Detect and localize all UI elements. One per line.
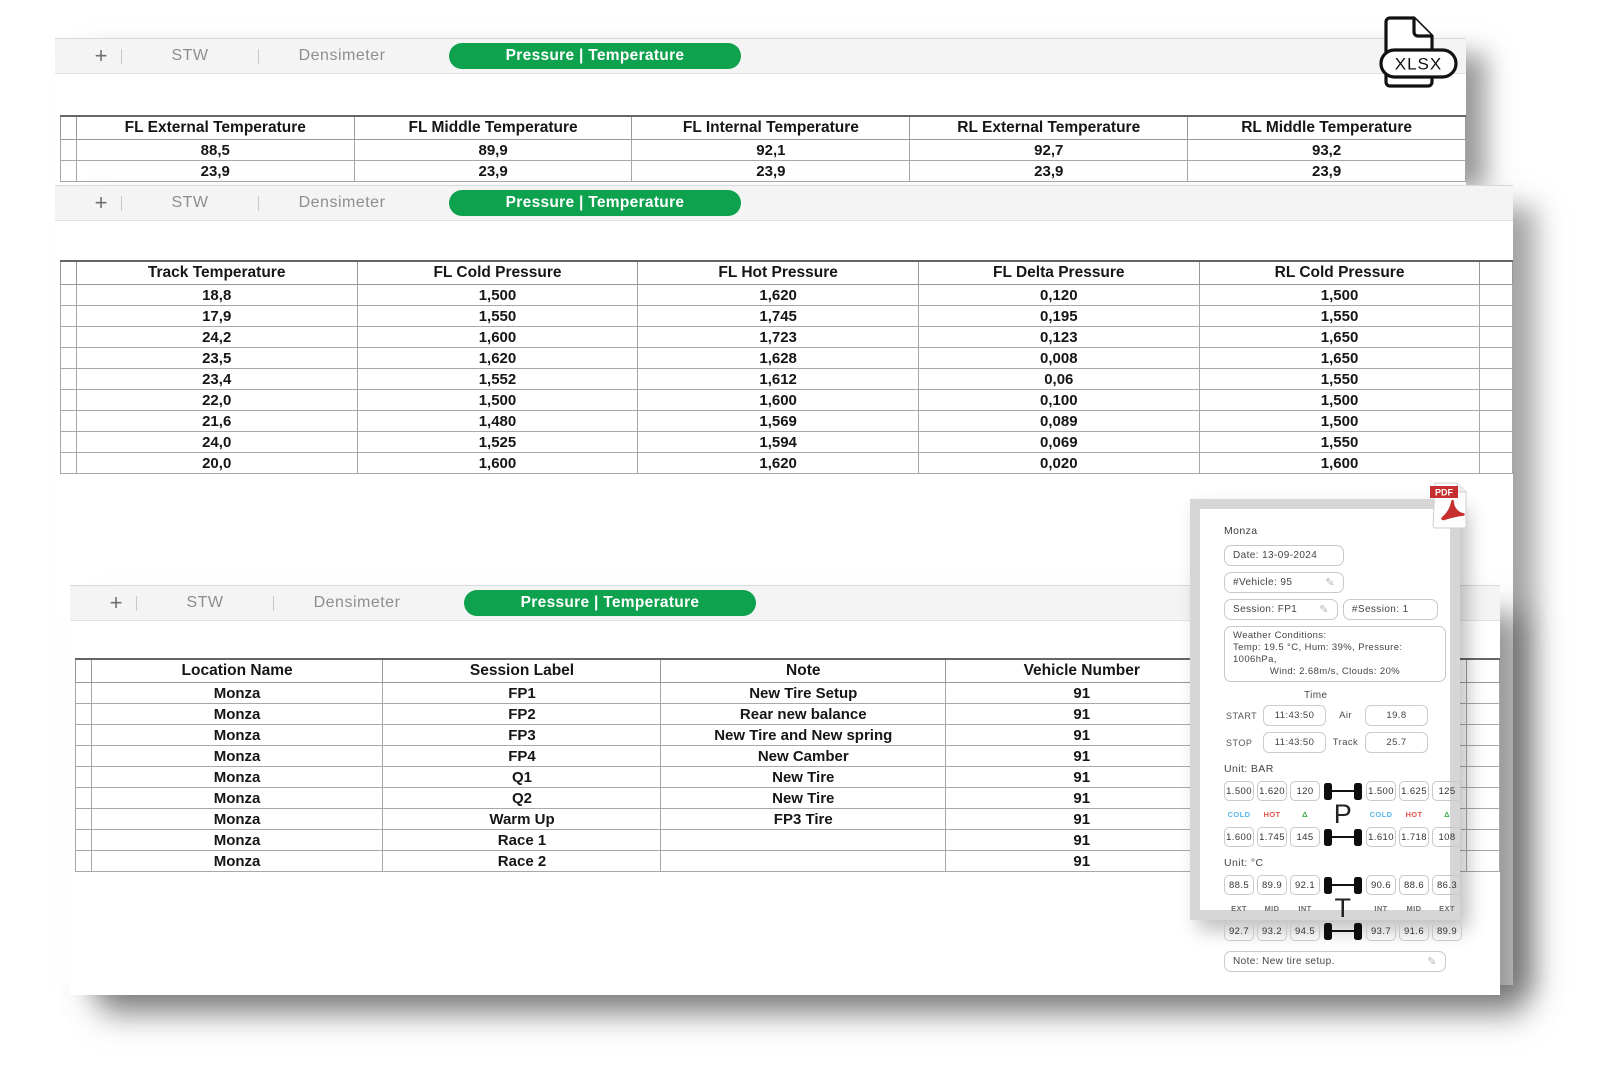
table-cell[interactable]: FP1 [383,683,661,704]
table-cell[interactable]: FP4 [383,746,661,767]
table-cell[interactable]: 1,628 [638,348,919,369]
table-cell[interactable]: Monza [91,725,383,746]
row-header-strip[interactable] [61,116,77,140]
table-cell[interactable]: Race 2 [383,851,661,872]
tire-value-box[interactable]: 1.500 [1224,781,1254,801]
table-row [61,285,1513,306]
stop-time-field[interactable]: 11:43:50 [1263,732,1326,753]
table-cell[interactable]: 1,500 [1199,285,1480,306]
table-cell[interactable]: 0,195 [918,306,1199,327]
table-cell[interactable]: 1,594 [638,432,919,453]
pdf-vehicle-value: #Vehicle: 95 [1233,577,1293,588]
table-cell[interactable]: New Tire [661,767,946,788]
table-cell[interactable]: 1,550 [1199,432,1480,453]
tire-value-box[interactable]: 1.718 [1399,827,1429,847]
add-sheet-button[interactable]: + [94,190,108,215]
empty-cell[interactable] [1480,348,1513,369]
table-row [61,369,1513,390]
tire-value-box[interactable]: 1.600 [1224,827,1254,847]
table-cell[interactable]: FP3 Tire [661,809,946,830]
tire-value-label: COLD [1227,809,1251,819]
tire-value-box[interactable]: 90.6 [1366,875,1396,895]
row-header-strip[interactable] [76,809,92,830]
column-header-cell[interactable]: Note [661,659,946,683]
table-cell[interactable]: 23,9 [910,161,1188,182]
table-cell[interactable]: 24,0 [76,432,357,453]
pdf-date-value: Date: 13-09-2024 [1233,550,1318,561]
table-cell[interactable]: Rear new balance [661,704,946,725]
table-cell[interactable]: 0,069 [918,432,1199,453]
tab-densimeter[interactable]: Densimeter [298,47,386,64]
table-cell[interactable]: 1,600 [638,390,919,411]
column-header-cell[interactable]: FL Hot Pressure [638,261,919,285]
table-cell[interactable]: 89,9 [354,140,632,161]
table-cell[interactable] [661,851,946,872]
tire-value-box[interactable]: 145 [1290,827,1320,847]
pdf-session-number-field[interactable] [1343,599,1438,620]
empty-cell[interactable] [1466,851,1499,872]
air-label: Air [1339,710,1352,721]
column-header-cell[interactable]: RL Cold Pressure [1199,261,1480,285]
air-temperature-field[interactable]: 19.8 [1365,705,1428,726]
axis-letter: T [1334,893,1352,923]
tire-value-box[interactable]: 91.6 [1399,921,1429,941]
track-temperature-field[interactable]: 25.7 [1365,732,1428,753]
table-cell[interactable]: 23,9 [354,161,632,182]
column-header-cell[interactable]: RL Middle Temperature [1188,116,1466,140]
axle-icon [1324,922,1362,940]
edit-pencil-icon[interactable]: ✎ [1427,956,1437,968]
table-cell[interactable]: 22,0 [76,390,357,411]
weather-line: Wind: 2.68m/s, Clouds: 20% [1269,666,1401,677]
table-cell[interactable]: 0,089 [918,411,1199,432]
add-sheet-button[interactable]: + [109,590,123,615]
table-cell[interactable]: 1,600 [357,327,638,348]
table-cell[interactable]: 1,612 [638,369,919,390]
table-cell[interactable]: 21,6 [76,411,357,432]
tab-stw[interactable]: STW [171,194,209,211]
table-cell[interactable]: 24,2 [76,327,357,348]
row-header-strip[interactable] [61,161,77,182]
table-cell[interactable]: 1,569 [638,411,919,432]
column-header-cell[interactable]: FL External Temperature [76,116,354,140]
tab-pressure-temperature-active[interactable]: Pressure | Temperature [449,43,741,69]
tab-divider [121,49,122,64]
column-header-cell[interactable]: Vehicle Number [946,659,1218,683]
start-label: START [1226,710,1258,721]
table-cell[interactable]: Monza [91,704,383,725]
empty-cell[interactable] [1466,725,1499,746]
table-row [61,432,1513,453]
empty-cell[interactable] [1480,390,1513,411]
time-stop-row [1226,732,1428,753]
tire-value-box[interactable]: 1.500 [1366,781,1396,801]
row-header-strip[interactable] [61,369,77,390]
table-row [61,390,1513,411]
table-row [61,161,1466,182]
column-header-cell[interactable]: FL Internal Temperature [632,116,910,140]
table-cell[interactable]: Monza [91,788,383,809]
table-cell[interactable]: 1,745 [638,306,919,327]
table-cell[interactable]: 1,600 [357,453,638,474]
empty-cell[interactable] [1480,432,1513,453]
tire-value-box[interactable]: 94.5 [1290,921,1320,941]
tire-value-box[interactable]: 125 [1432,781,1462,801]
row-header-strip[interactable] [61,390,77,411]
pdf-session-field[interactable] [1224,599,1338,620]
table-cell[interactable]: 1,552 [357,369,638,390]
row-header-strip[interactable] [61,261,77,285]
row-header-strip[interactable] [76,767,92,788]
pdf-sheet [1200,509,1458,968]
table-row [61,306,1513,327]
table-row [61,140,1466,161]
row-header-strip[interactable] [76,725,92,746]
table-cell[interactable]: Monza [91,851,383,872]
table-cell[interactable] [661,830,946,851]
table-cell[interactable]: 1,620 [357,348,638,369]
pdf-preview-card [1190,487,1460,968]
tire-value-box[interactable]: 88.6 [1399,875,1429,895]
pdf-note-field[interactable] [1224,951,1446,972]
pdf-session-row [1224,599,1438,626]
tire-value-label: INT [1374,903,1388,913]
table-cell[interactable]: 1,650 [1199,348,1480,369]
row-header-strip[interactable] [76,704,92,725]
table-cell[interactable]: 1,550 [1199,369,1480,390]
time-start-row [1226,705,1428,726]
table-cell[interactable]: Race 1 [383,830,661,851]
row-header-strip[interactable] [61,327,77,348]
column-header-cell[interactable]: Track Temperature [76,261,357,285]
pdf-date-field[interactable] [1224,545,1344,566]
table-cell[interactable]: 0,123 [918,327,1199,348]
row-header-strip[interactable] [76,683,92,704]
pressure-table [60,260,1513,474]
table-cell[interactable]: 18,8 [76,285,357,306]
axle-icon [1324,828,1362,846]
pressure-grid [1224,781,1456,847]
tab-divider [258,49,259,64]
table-cell[interactable]: 1,550 [1199,306,1480,327]
pdf-session-number-value: #Session: 1 [1351,604,1409,615]
temperature-unit-label: Unit: °C [1224,857,1264,869]
tire-value-label: MID [1264,903,1280,913]
empty-cell[interactable] [1480,369,1513,390]
tab-pressure-temperature-active[interactable]: Pressure | Temperature [464,590,756,616]
tab-divider [121,196,122,211]
edit-pencil-icon[interactable]: ✎ [1325,577,1335,589]
table-cell[interactable]: 23,9 [632,161,910,182]
table-cell[interactable]: 0,008 [918,348,1199,369]
table-cell[interactable]: 91 [946,683,1218,704]
tab-densimeter[interactable]: Densimeter [313,594,401,611]
table-cell[interactable]: 91 [946,788,1218,809]
row-header-strip[interactable] [61,140,77,161]
tire-value-box[interactable]: 1.745 [1257,827,1287,847]
row-header-strip[interactable] [76,746,92,767]
table-cell[interactable]: 1,723 [638,327,919,348]
table-cell[interactable]: 91 [946,704,1218,725]
window-temperature-sheet [55,38,1466,185]
table-cell[interactable]: 0,020 [918,453,1199,474]
table-cell[interactable]: New Tire Setup [661,683,946,704]
xlsx-file-icon[interactable] [1360,12,1460,97]
table-cell[interactable]: Monza [91,746,383,767]
table-cell[interactable]: New Camber [661,746,946,767]
table-cell[interactable]: 1,550 [357,306,638,327]
table-cell[interactable]: 23,5 [76,348,357,369]
table-cell[interactable]: 17,9 [76,306,357,327]
tire-value-label: EXT [1439,903,1455,913]
table-cell[interactable]: Q1 [383,767,661,788]
table-cell[interactable]: Monza [91,767,383,788]
table-row [61,453,1513,474]
temperature-grid [1224,875,1458,941]
pressure-unit-label: Unit: BAR [1224,763,1274,775]
pdf-vehicle-field[interactable] [1224,572,1344,593]
table-cell[interactable]: 23,9 [76,161,354,182]
column-header-cell[interactable]: RL External Temperature [910,116,1188,140]
tire-value-label: Δ [1444,809,1450,819]
row-header-strip[interactable] [76,851,92,872]
table-cell[interactable]: 91 [946,809,1218,830]
time-section-title: Time [1304,690,1328,701]
tire-value-box[interactable]: 92.7 [1224,921,1254,941]
table-cell[interactable]: 91 [946,725,1218,746]
empty-cell[interactable] [1466,704,1499,725]
tire-value-box[interactable]: 1.610 [1366,827,1396,847]
table-cell[interactable]: 1,500 [1199,411,1480,432]
stop-label: STOP [1226,737,1253,748]
table-cell[interactable]: Q2 [383,788,661,809]
row-header-strip[interactable] [76,788,92,809]
table-cell[interactable]: FP3 [383,725,661,746]
table-cell[interactable]: Monza [91,830,383,851]
tire-value-label: MID [1406,903,1422,913]
empty-cell[interactable] [1466,767,1499,788]
row-header-strip[interactable] [76,830,92,851]
table-cell[interactable]: 0,06 [918,369,1199,390]
table-cell[interactable]: 91 [946,746,1218,767]
svg-text:XLSX: XLSX [1394,54,1443,74]
pdf-location-label: Monza [1224,525,1258,537]
tire-value-label: HOT [1263,809,1281,819]
row-header-strip[interactable] [61,306,77,327]
axle-icon [1324,782,1362,800]
row-header-strip[interactable] [61,432,77,453]
column-header-cell[interactable]: Location Name [91,659,383,683]
tire-value-label: EXT [1231,903,1247,913]
empty-cell[interactable] [1480,285,1513,306]
table-cell[interactable]: 1,600 [1199,453,1480,474]
table-cell[interactable]: 1,620 [638,285,919,306]
tab-densimeter[interactable]: Densimeter [298,194,386,211]
pdf-file-icon[interactable] [1428,477,1472,529]
empty-header-cell[interactable] [1480,261,1513,285]
temperature-table [60,115,1466,182]
table-cell[interactable]: FP2 [383,704,661,725]
track-label: Track [1332,737,1359,748]
axle-icon [1324,876,1362,894]
sheet-tab-bar [55,38,1466,74]
table-cell[interactable]: 91 [946,830,1218,851]
table-cell[interactable]: 0,100 [918,390,1199,411]
pdf-note-value: Note: New tire setup. [1233,956,1335,967]
column-header-cell[interactable]: FL Delta Pressure [918,261,1199,285]
table-row [61,411,1513,432]
empty-cell[interactable] [1480,411,1513,432]
edit-pencil-icon[interactable]: ✎ [1319,604,1329,616]
tab-divider [258,196,259,211]
column-header-cell[interactable]: Session Label [383,659,661,683]
tab-pressure-temperature-active[interactable]: Pressure | Temperature [449,190,741,216]
table-cell[interactable]: Monza [91,809,383,830]
table-cell[interactable]: Monza [91,683,383,704]
table-cell[interactable]: 91 [946,851,1218,872]
table-cell[interactable]: 1,500 [1199,390,1480,411]
tire-value-label: Δ [1302,809,1308,819]
empty-header-cell[interactable] [1466,659,1499,683]
empty-cell[interactable] [1466,788,1499,809]
row-header-strip[interactable] [76,659,92,683]
weather-line: Weather Conditions: [1233,630,1327,641]
table-cell[interactable]: 92,7 [910,140,1188,161]
tire-value-box[interactable]: 93.7 [1366,921,1396,941]
tab-stw[interactable]: STW [171,47,209,64]
table-cell[interactable]: 91 [946,767,1218,788]
tire-value-box[interactable]: 120 [1290,781,1320,801]
row-header-strip[interactable] [61,285,77,306]
table-cell[interactable]: New Tire [661,788,946,809]
empty-cell[interactable] [1466,830,1499,851]
empty-cell[interactable] [1480,327,1513,348]
tire-value-box[interactable]: 108 [1432,827,1462,847]
table-cell[interactable]: Warm Up [383,809,661,830]
tire-value-box[interactable]: 1.625 [1399,781,1429,801]
tire-value-label: COLD [1369,809,1393,819]
column-header-cell[interactable]: FL Cold Pressure [357,261,638,285]
tire-value-box[interactable]: 89.9 [1432,921,1462,941]
tire-value-label: HOT [1405,809,1423,819]
tire-value-box[interactable]: 89.9 [1257,875,1287,895]
axis-letter: P [1333,799,1353,829]
tire-value-box[interactable]: 92.1 [1290,875,1320,895]
table-cell[interactable]: 23,9 [1188,161,1466,182]
empty-cell[interactable] [1480,453,1513,474]
empty-cell[interactable] [1466,809,1499,830]
table-cell[interactable]: 1,500 [357,285,638,306]
table-cell[interactable]: 1,480 [357,411,638,432]
table-cell[interactable]: 88,5 [76,140,354,161]
empty-cell[interactable] [1466,746,1499,767]
table-cell[interactable]: 23,4 [76,369,357,390]
tab-stw[interactable]: STW [186,594,224,611]
empty-cell[interactable] [1480,306,1513,327]
tab-divider [136,596,137,611]
pdf-weather-box [1224,626,1446,682]
table-row [61,327,1513,348]
empty-cell[interactable] [1466,683,1499,704]
row-header-strip[interactable] [61,348,77,369]
start-time-field[interactable]: 11:43:50 [1263,705,1326,726]
table-cell[interactable]: 93,2 [1188,140,1466,161]
table-row [61,348,1513,369]
table-cell[interactable]: 1,620 [638,453,919,474]
tire-value-box[interactable]: 88.5 [1224,875,1254,895]
add-sheet-button[interactable]: + [94,43,108,68]
table-cell[interactable]: 1,650 [1199,327,1480,348]
tire-value-box[interactable]: 93.2 [1257,921,1287,941]
row-header-strip[interactable] [61,411,77,432]
column-header-cell[interactable]: FL Middle Temperature [354,116,632,140]
table-cell[interactable]: New Tire and New spring [661,725,946,746]
tire-value-label: INT [1298,903,1312,913]
table-cell[interactable]: 1,500 [357,390,638,411]
table-cell[interactable]: 20,0 [76,453,357,474]
pdf-session-value: Session: FP1 [1233,604,1298,615]
table-cell[interactable]: 1,525 [357,432,638,453]
table-cell[interactable]: 0,120 [918,285,1199,306]
svg-text:PDF: PDF [1435,487,1453,498]
tab-divider [273,596,274,611]
weather-line: Temp: 19.5 °C, Hum: 39%, Pressure: 1006hPa, [1233,642,1403,665]
tire-value-box[interactable]: 86.3 [1432,875,1462,895]
table-cell[interactable]: 92,1 [632,140,910,161]
tire-value-box[interactable]: 1.620 [1257,781,1287,801]
row-header-strip[interactable] [61,453,77,474]
sheet-tab-bar [55,185,1513,221]
